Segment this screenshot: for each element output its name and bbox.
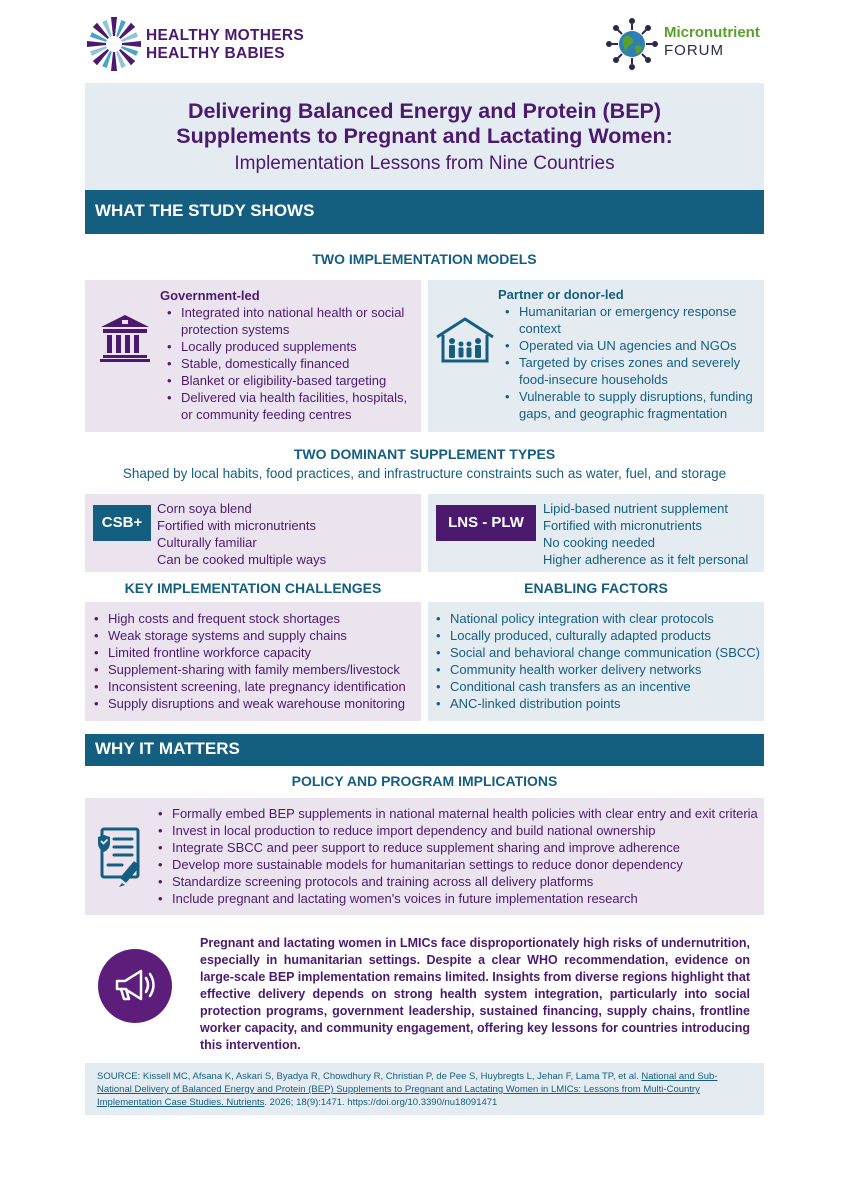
government-led-list (161, 304, 416, 423)
list-item: • Conditional cash transfers as an incentive (430, 678, 762, 695)
hmhb-starburst-icon (86, 16, 142, 72)
partner-led-title: Partner or donor-led (498, 287, 624, 302)
source-link[interactable]: National and Sub-National Delivery of Balanced Energy and Protein (BEP) Supplements to Pregnant and Lactating Women in LMICs: Lessons from Multi-Country Implementation Case Studies. Nutrients (97, 1071, 718, 1108)
source-prefix: SOURCE: Kissell MC, Afsana K, Askari S, Byadya R, Chowdhury R, Christian P, de Pee S, Huybregts L, Jehan F, Lama TP, et al. (97, 1071, 642, 1082)
enabling-heading: ENABLING FACTORS (524, 580, 668, 596)
list-item: Corn soya blend (157, 501, 252, 516)
key-statement: Pregnant and lactating women in LMICs face disproportionately high risks of undernutrition, especially in humanitarian settings. Despite a clear WHO recommendation, evidence on large-scale BEP implementation remains limited. Insights from diverse regions highlight that effective delivery depends on strong health system integration, particularly into social protection programs, government leadership, sustained financing, supply chains, frontline worker capacity, and community engagement, offering key lessons for countries introducing this intervention. (200, 936, 750, 1052)
title-line2: Supplements to Pregnant and Lactating Women: (176, 124, 673, 148)
mnf-line1: Micronutrient (664, 24, 760, 41)
list-item: • Blanket or eligibility-based targeting (161, 372, 416, 389)
implications-heading: POLICY AND PROGRAM IMPLICATIONS (291, 773, 558, 789)
csb-tag: CSB+ (93, 505, 151, 541)
list-item: • Integrate SBCC and peer support to reduce supplement sharing and improve adherence (152, 839, 762, 856)
types-subheading: Shaped by local habits, food practices, and infrastructure constraints such as water, fuel, and storage (122, 466, 727, 481)
list-item: • ANC-linked distribution points (430, 695, 762, 712)
list-item: Fortified with micronutrients (543, 518, 702, 533)
implications-list (152, 805, 762, 907)
list-item: • Social and behavioral change communication (SBCC) (430, 644, 762, 661)
section-band-study: WHAT THE STUDY SHOWS (85, 190, 764, 234)
csb-list (157, 500, 326, 568)
list-item: • Invest in local production to reduce import dependency and build national ownership (152, 822, 762, 839)
lns-list (543, 500, 748, 568)
title-line1: Delivering Balanced Energy and Protein (BEP) (187, 99, 662, 123)
list-item: • Locally produced, culturally adapted products (430, 627, 762, 644)
family-shelter-icon (433, 315, 497, 365)
micronutrient-forum-logo-text (664, 24, 760, 60)
list-item: • National policy integration with clear protocols (430, 610, 762, 627)
list-item: • Stable, domestically financed (161, 355, 416, 372)
challenges-list (88, 610, 418, 712)
list-item: • Supply disruptions and weak warehouse monitoring (88, 695, 418, 712)
lns-tag: LNS - PLW (436, 505, 536, 541)
government-building-icon (99, 313, 151, 363)
list-item: • Integrated into national health or social protection systems (161, 304, 416, 338)
list-item: • Include pregnant and lactating women's voices in future implementation research (152, 890, 762, 907)
enabling-list (430, 610, 762, 712)
mnf-line2: FORUM (664, 42, 724, 59)
list-item: • Delivered via health facilities, hospitals, or community feeding centres (161, 389, 416, 423)
list-item: • Weak storage systems and supply chains (88, 627, 418, 644)
list-item: • Locally produced supplements (161, 338, 416, 355)
hmhb-line2: HEALTHY BABIES (146, 45, 285, 62)
hmhb-logo-text (146, 27, 304, 63)
list-item: Culturally familiar (157, 535, 257, 550)
models-heading: TWO IMPLEMENTATION MODELS (312, 251, 537, 267)
source-citation (85, 1063, 764, 1115)
list-item: Higher adherence as it felt personal (543, 552, 749, 567)
list-item: • High costs and frequent stock shortages (88, 610, 418, 627)
micronutrient-forum-globe-icon (602, 16, 662, 72)
list-item: • Supplement-sharing with family members/livestock (88, 661, 418, 678)
megaphone-icon (97, 948, 173, 1024)
title-box (85, 83, 764, 190)
source-suffix: . 2026; 18(9):1471. https://doi.org/10.3390/nu18091471 (264, 1097, 498, 1108)
government-led-title: Government-led (160, 288, 260, 303)
list-item: Lipid-based nutrient supplement (543, 501, 729, 516)
list-item: No cooking needed (543, 535, 656, 550)
challenges-heading: KEY IMPLEMENTATION CHALLENGES (124, 580, 382, 596)
list-item: Can be cooked multiple ways (157, 552, 327, 567)
hmhb-line1: HEALTHY MOTHERS (146, 27, 305, 44)
title-subtitle: Implementation Lessons from Nine Countries (234, 153, 615, 174)
list-item: • Limited frontline workforce capacity (88, 644, 418, 661)
list-item: • Community health worker delivery networks (430, 661, 762, 678)
partner-led-list (499, 303, 761, 422)
list-item: • Develop more sustainable models for humanitarian settings to reduce donor dependency (152, 856, 762, 873)
list-item: Fortified with micronutrients (157, 518, 316, 533)
section-band-why: WHY IT MATTERS (85, 734, 764, 766)
list-item: • Inconsistent screening, late pregnancy identification (88, 678, 418, 695)
list-item: • Operated via UN agencies and NGOs (499, 337, 761, 354)
types-heading: TWO DOMINANT SUPPLEMENT TYPES (293, 446, 556, 462)
policy-document-icon (92, 825, 154, 887)
list-item: • Standardize screening protocols and training across all delivery platforms (152, 873, 762, 890)
list-item: • Humanitarian or emergency response context (499, 303, 761, 337)
list-item: • Formally embed BEP supplements in national maternal health policies with clear entry and exit criteria (152, 805, 762, 822)
list-item: • Targeted by crises zones and severely food-insecure households (499, 354, 761, 388)
list-item: • Vulnerable to supply disruptions, funding gaps, and geographic fragmentation (499, 388, 761, 422)
